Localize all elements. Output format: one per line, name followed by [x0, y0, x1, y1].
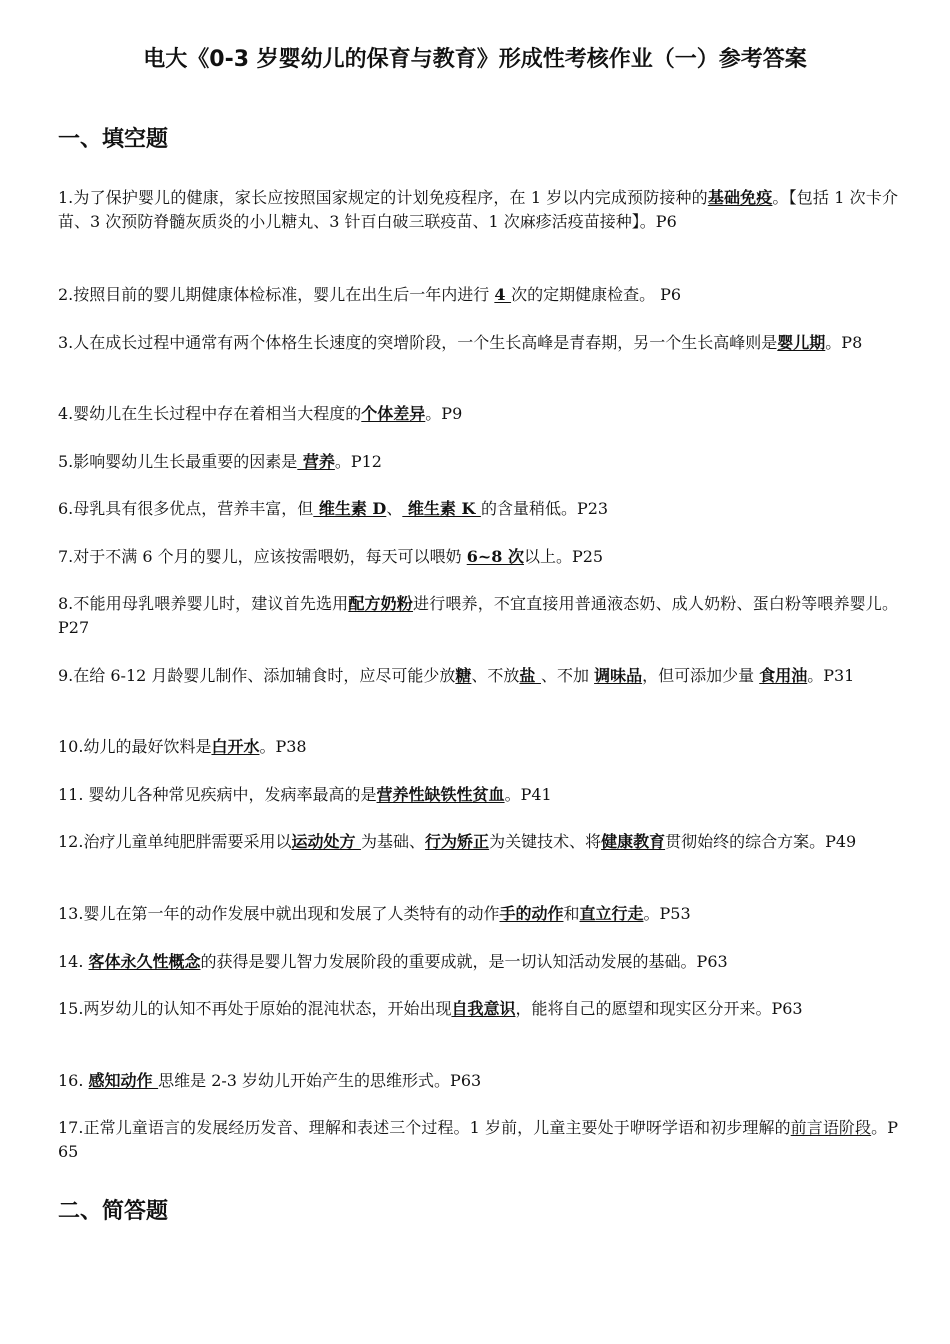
answer-blank: 手的动作: [499, 904, 564, 923]
question-text: 。P38: [259, 737, 307, 756]
question-text: 思维是 2-3 岁幼儿开始产生的思维形式。P63: [158, 1071, 482, 1090]
question-text: 8.不能用母乳喂养婴儿时，建议首先选用: [58, 594, 349, 613]
question-text: 。P12: [334, 452, 382, 471]
question-text: 。P31: [807, 666, 855, 685]
question-text: 。P8: [825, 333, 863, 352]
question-text: 4.婴幼儿在生长过程中存在着相当大程度的: [58, 404, 362, 423]
question-item-1: [58, 186, 898, 234]
document-title: 电大《0-3 岁婴幼儿的保育与教育》形成性考核作业（一）参考答案: [143, 47, 807, 72]
answer-blank: 6~8 次: [466, 547, 524, 566]
answer-blank: 白开水: [211, 737, 260, 756]
answer-blank: 4: [494, 285, 512, 304]
question-text: 、不加: [541, 666, 595, 685]
section-heading-short-answer: 二、简答题: [58, 1199, 169, 1224]
question-item-2: [58, 283, 898, 307]
question-text: 15.两岁幼儿的认知不再处于原始的混沌状态，开始出现: [58, 999, 452, 1018]
answer-blank: 感知动作: [88, 1071, 159, 1090]
question-text: ，但可添加少量: [642, 666, 760, 685]
answer-blank: 基础免疫: [707, 188, 773, 207]
question-text: 、不放: [471, 666, 520, 685]
question-text: 。P65: [58, 1118, 898, 1161]
section-heading-fill-blank: 一、填空题: [58, 127, 169, 152]
question-text: 、: [386, 499, 403, 518]
question-item-11: [58, 783, 898, 807]
answer-blank: 盐: [519, 666, 541, 685]
answer-blank: 配方奶粉: [348, 594, 414, 613]
question-item-6: [58, 497, 898, 521]
question-text: 10.幼儿的最好饮料是: [58, 737, 212, 756]
question-text: 进行喂养，不宜直接用普通液态奶、成人奶粉、蛋白粉等喂养婴儿。P27: [58, 594, 898, 637]
question-text: 17.正常儿童语言的发展经历发音、理解和表述三个过程。1 岁前，儿童主要处于咿呀学语和初步理解的: [58, 1118, 791, 1137]
question-text: 11. 婴幼儿各种常见疾病中，发病率最高的是: [58, 785, 377, 804]
answer-blank: 运动处方: [291, 832, 362, 851]
answer-blank: 维生素 D: [313, 499, 387, 518]
question-text: 。P53: [643, 904, 691, 923]
question-text: 7.对于不满 6 个月的婴儿，应该按需喂奶，每天可以喂奶: [58, 547, 467, 566]
question-item-8: [58, 592, 898, 640]
answer-blank: 营养: [297, 452, 335, 471]
question-text: 次的定期健康检查。 P6: [511, 285, 682, 304]
question-text: 1.为了保护婴儿的健康，家长应按照国家规定的计划免疫程序，在 1 岁以内完成预防接种的: [58, 188, 708, 207]
question-text: 14.: [58, 952, 89, 971]
question-text: 为关键技术、将: [489, 832, 602, 851]
question-item-16: [58, 1069, 898, 1093]
question-text: 和: [563, 904, 580, 923]
question-item-13: [58, 902, 898, 926]
answer-blank: 维生素 K: [402, 499, 481, 518]
question-text: 为基础、: [361, 832, 426, 851]
question-text: 16.: [58, 1071, 89, 1090]
answer-blank: 客体永久性概念: [88, 952, 201, 971]
question-item-3: [58, 331, 898, 355]
question-item-4: [58, 402, 898, 426]
question-text: ，能将自己的愿望和现实区分开来。P63: [515, 999, 803, 1018]
answer-blank: 糖: [455, 666, 472, 685]
question-item-10: [58, 735, 898, 759]
answer-blank: 营养性缺铁性贫血: [376, 785, 505, 804]
question-text: 12.治疗儿童单纯肥胖需要采用以: [58, 832, 292, 851]
answer-blank: 食用油: [759, 666, 808, 685]
question-text: 3.人在成长过程中通常有两个体格生长速度的突增阶段，一个生长高峰是青春期，另一个生长高峰则是: [58, 333, 778, 352]
question-item-12: [58, 830, 898, 854]
question-text: 。【包括 1 次卡介苗、3 次预防脊髓灰质炎的小儿糖丸、3 针百白破三联疫苗、1 次麻疹活疫苗接种】。P6: [58, 188, 898, 231]
question-text: 。P9: [425, 404, 463, 423]
question-text: 贯彻始终的综合方案。P49: [665, 832, 857, 851]
answer-blank: 前言语阶段: [790, 1118, 872, 1137]
answer-blank: 婴儿期: [777, 333, 826, 352]
question-text: 5.影响婴幼儿生长最重要的因素是: [58, 452, 298, 471]
question-item-17: [58, 1116, 898, 1164]
question-item-15: [58, 997, 898, 1021]
question-item-14: [58, 950, 898, 974]
question-item-5: [58, 450, 898, 474]
answer-blank: 调味品: [594, 666, 643, 685]
question-text: 。P41: [504, 785, 552, 804]
question-text: 的获得是婴儿智力发展阶段的重要成就，是一切认知活动发展的基础。P63: [200, 952, 728, 971]
question-text: 13.婴儿在第一年的动作发展中就出现和发展了人类特有的动作: [58, 904, 500, 923]
answer-blank: 健康教育: [601, 832, 666, 851]
question-text: 9.在给 6-12 月龄婴儿制作、添加辅食时，应尽可能少放: [58, 666, 456, 685]
answer-blank: 直立行走: [579, 904, 644, 923]
question-item-9: [58, 664, 898, 688]
question-text: 以上。P25: [523, 547, 604, 566]
question-text: 2.按照目前的婴儿期健康体检标准，婴儿在出生后一年内进行: [58, 285, 495, 304]
answer-blank: 个体差异: [361, 404, 426, 423]
question-text: 的含量稍低。P23: [480, 499, 609, 518]
question-text: 6.母乳具有很多优点，营养丰富，但: [58, 499, 314, 518]
question-item-7: [58, 545, 898, 569]
answer-blank: 行为矫正: [425, 832, 490, 851]
answer-blank: 自我意识: [451, 999, 516, 1018]
